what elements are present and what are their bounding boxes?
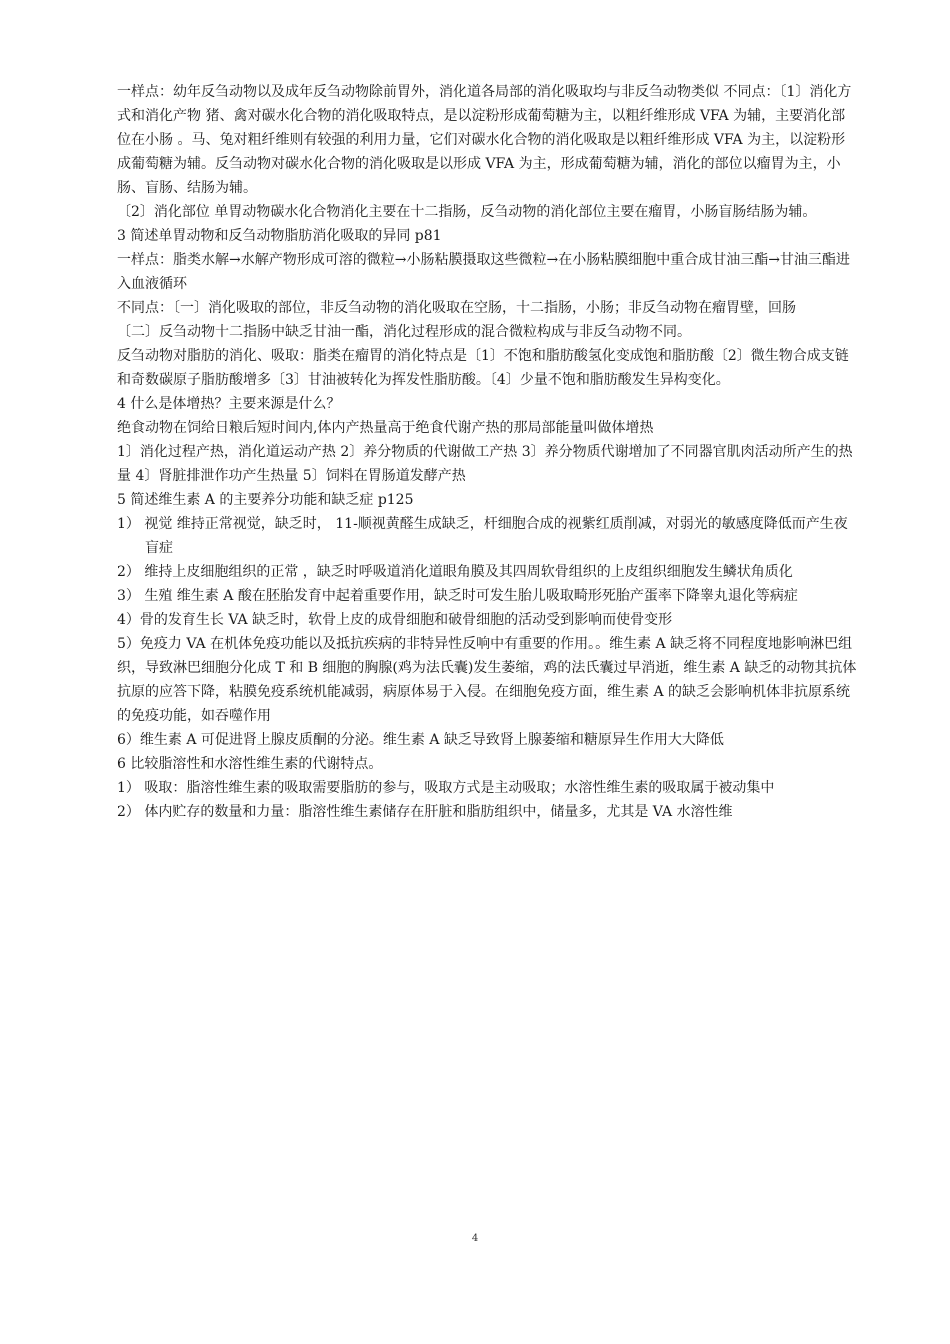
section-heading: 5 简述维生素 A 的主要养分功能和缺乏症 p125 xyxy=(117,492,414,508)
paragraph: 不同点：〔一〕消化吸取的部位，非反刍动物的消化吸取在空肠，十二指肠，小肠；非反刍动物在瘤胃壁，回肠 xyxy=(117,300,796,316)
list-item: 3） 生殖 维生素 A 酸在胚胎发育中起着重要作用，缺乏时可发生胎儿吸取畸形死胎产蛋率下降睾丸退化等病症 xyxy=(117,588,798,604)
section-heading: 6 比较脂溶性和水溶性维生素的代谢特点。 xyxy=(117,756,383,772)
document-body xyxy=(117,80,857,824)
paragraph: 1〕消化过程产热，消化道运动产热 2〕养分物质的代谢做工产热 3〕养分物质代谢增加了不同器官肌肉活动所产生的热量 4〕肾脏排泄作功产生热量 5〕饲料在胃肠道发酵产热 xyxy=(117,444,853,484)
list-item: 2） 维持上皮细胞组织的正常 ，缺乏时呼吸道消化道眼角膜及其四周软骨组织的上皮组织细胞发生鳞状角质化 xyxy=(117,564,793,580)
paragraph: 一样点：脂类水解→水解产物形成可溶的微粒→小肠粘膜摄取这些微粒→在小肠粘膜细胞中重合成甘油三酯→甘油三酯进入血液循环 xyxy=(117,252,850,292)
section-heading: 4 什么是体增热？主要来源是什么？ xyxy=(117,396,341,412)
paragraph: 绝食动物在饲给日粮后短时间内,体内产热量高于绝食代谢产热的那局部能量叫做体增热 xyxy=(117,420,654,436)
page-number: 4 xyxy=(471,1233,479,1244)
paragraph: 〔二〕反刍动物十二指肠中缺乏甘油一酯，消化过程形成的混合微粒构成与非反刍动物不同。 xyxy=(117,324,691,340)
list-item: 6）维生素 A 可促进肾上腺皮质酮的分泌。维生素 A 缺乏导致肾上腺萎缩和糖原异生作用大大降低 xyxy=(117,732,724,748)
list-item: 2） 体内贮存的数量和力量：脂溶性维生素储存在肝脏和脂肪组织中，储量多，尤其是 VA 水溶性维 xyxy=(117,804,733,820)
list-item: 4）骨的发育生长 VA 缺乏时，软骨上皮的成骨细胞和破骨细胞的活动受到影响而使骨变形 xyxy=(117,612,673,628)
paragraph: 反刍动物对脂肪的消化、吸取：脂类在瘤胃的消化特点是〔1〕不饱和脂肪酸氢化变成饱和脂肪酸〔2〕微生物合成支链和奇数碳原子脂肪酸增多〔3〕甘油被转化为挥发性脂肪酸。〔4〕少量不饱和脂肪酸发生异构变化。 xyxy=(117,348,849,388)
list-item: 1） 吸取：脂溶性维生素的吸取需要脂肪的参与，吸取方式是主动吸取；水溶性维生素的吸取属于被动集中 xyxy=(117,780,775,796)
paragraph: 〔2〕消化部位 单胃动物碳水化合物消化主要在十二指肠，反刍动物的消化部位主要在瘤胃，小肠盲肠结肠为辅。 xyxy=(117,204,817,220)
paragraph: 一样点：幼年反刍动物以及成年反刍动物除前胃外，消化道各局部的消化吸取均与非反刍动物类似 不同点：〔1〕消化方式和消化产物 猪、禽对碳水化合物的消化吸取特点，是以淀粉形成葡萄糖为主，以粗纤维形成 VFA 为辅，主要消化部位在小肠 。马、兔对粗纤维则有较强的利用力量，它们对碳水化合物的消化吸取是以粗纤维形成 VFA 为主，以淀粉形成葡萄糖为辅。反刍动物对碳水化合物的消化吸取是以形成 VFA 为主，形成葡萄糖为辅，消化的部位以瘤胃为主，小肠、盲肠、结肠为辅。 xyxy=(117,84,852,196)
list-item: 5）免疫力 VA 在机体免疫功能以及抵抗疾病的非特异性反响中有重要的作用。。维生素 A 缺乏将不同程度地影响淋巴组织，导致淋巴细胞分化成 T 和 B 细胞的胸腺(鸡为法氏囊)发生萎缩，鸡的法氏囊过早消逝，维生素 A 缺乏的动物其抗体抗原的应答下降，粘膜免疫系统机能减弱，病原体易于入侵。在细胞免疫方面，维生素 A 的缺乏会影响机体非抗原系统的免疫功能，如吞噬作用 xyxy=(117,636,857,724)
list-item: 1） 视觉 维持正常视觉，缺乏时， 11-顺视黄醛生成缺乏，杆细胞合成的视紫红质削减，对弱光的敏感度降低而产生夜盲症 xyxy=(117,516,848,556)
section-heading: 3 简述单胃动物和反刍动物脂肪消化吸取的异同 p81 xyxy=(117,228,442,244)
